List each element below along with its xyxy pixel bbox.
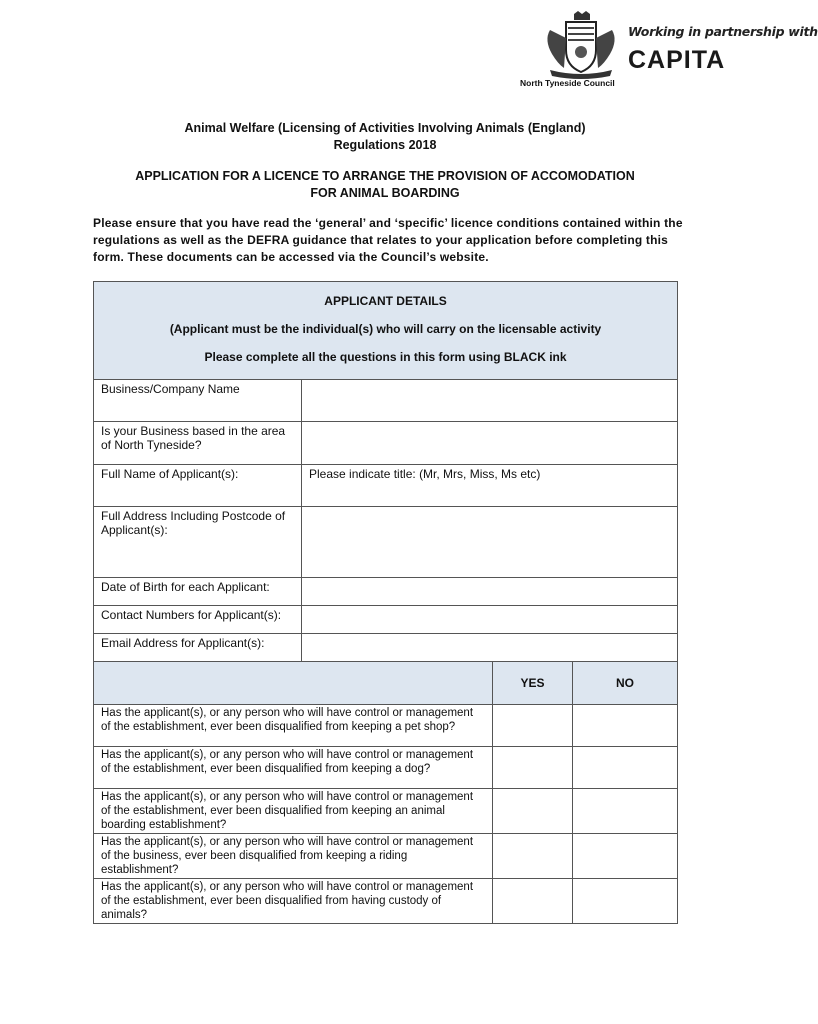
header-logos bbox=[520, 10, 818, 90]
no-answer-box[interactable] bbox=[573, 834, 678, 879]
title-line-4: FOR ANIMAL BOARDING bbox=[310, 186, 460, 200]
section-header bbox=[94, 282, 678, 380]
no-answer-box[interactable] bbox=[573, 747, 678, 789]
section-note-1: (Applicant must be the individual(s) who will carry on the licensable activity bbox=[169, 322, 602, 336]
field-label: Full Address Including Postcode of Applicant(s): bbox=[94, 507, 302, 578]
field-label: Business/Company Name bbox=[94, 380, 302, 422]
field-label: Email Address for Applicant(s): bbox=[94, 634, 302, 662]
yes-answer-box[interactable] bbox=[493, 834, 573, 879]
yes-answer-box[interactable] bbox=[493, 705, 573, 747]
question-boarding: Has the applicant(s), or any person who will have control or management of the establishment, ever been disqualified from keeping an animal boarding establishment? bbox=[94, 789, 493, 834]
contact-numbers-input[interactable] bbox=[302, 606, 678, 634]
no-answer-box[interactable] bbox=[573, 705, 678, 747]
business-area-input[interactable] bbox=[302, 422, 678, 465]
applicant-name-input[interactable]: Please indicate title: (Mr, Mrs, Miss, Ms etc) bbox=[302, 465, 678, 507]
yes-column-header: YES bbox=[493, 662, 573, 705]
question-dog: Has the applicant(s), or any person who will have control or management of the establishment, ever been disqualified from keeping a dog? bbox=[94, 747, 493, 789]
no-column-header: NO bbox=[573, 662, 678, 705]
capita-logo: CAPITA bbox=[628, 46, 726, 74]
business-name-input[interactable] bbox=[302, 380, 678, 422]
email-address-input[interactable] bbox=[302, 634, 678, 662]
field-label: Is your Business based in the area of North Tyneside? bbox=[94, 422, 302, 465]
yes-no-header-blank bbox=[94, 662, 493, 705]
section-heading: APPLICANT DETAILS bbox=[324, 294, 447, 308]
question-pet-shop: Has the applicant(s), or any person who will have control or management of the establishment, ever been disqualified from keeping a pet shop? bbox=[94, 705, 493, 747]
yes-answer-box[interactable] bbox=[493, 879, 573, 924]
title-line-2: Regulations 2018 bbox=[333, 138, 437, 152]
yes-answer-box[interactable] bbox=[493, 747, 573, 789]
field-label: Full Name of Applicant(s): bbox=[94, 465, 302, 507]
question-riding: Has the applicant(s), or any person who will have control or management of the business, ever been disqualified from keeping a riding establishment? bbox=[94, 834, 493, 879]
applicant-details-table bbox=[93, 281, 678, 924]
intro-paragraph: Please ensure that you have read the ‘general’ and ‘specific’ licence conditions contained within the regulations as well as the DEFRA guidance that relates to your application before completing this form. These documents can be accessed via the Council’s website. bbox=[93, 216, 683, 264]
application-title bbox=[100, 168, 670, 202]
field-label: Date of Birth for each Applicant: bbox=[94, 578, 302, 606]
title-line-1: Animal Welfare (Licensing of Activities Involving Animals (England) bbox=[184, 121, 586, 135]
no-answer-box[interactable] bbox=[573, 879, 678, 924]
title-line-3: APPLICATION FOR A LICENCE TO ARRANGE THE PROVISION OF ACCOMODATION bbox=[135, 169, 635, 183]
no-answer-box[interactable] bbox=[573, 789, 678, 834]
question-custody: Has the applicant(s), or any person who will have control or management of the establishment, ever been disqualified from having custody of animals? bbox=[94, 879, 493, 924]
document-title bbox=[100, 120, 670, 154]
yes-answer-box[interactable] bbox=[493, 789, 573, 834]
date-of-birth-input[interactable] bbox=[302, 578, 678, 606]
address-input[interactable] bbox=[302, 507, 678, 578]
partnership-text: Working in partnership with bbox=[628, 24, 818, 39]
section-note-2: Please complete all the questions in this form using BLACK ink bbox=[204, 350, 567, 364]
council-name: North Tyneside Council bbox=[520, 78, 615, 88]
field-label: Contact Numbers for Applicant(s): bbox=[94, 606, 302, 634]
